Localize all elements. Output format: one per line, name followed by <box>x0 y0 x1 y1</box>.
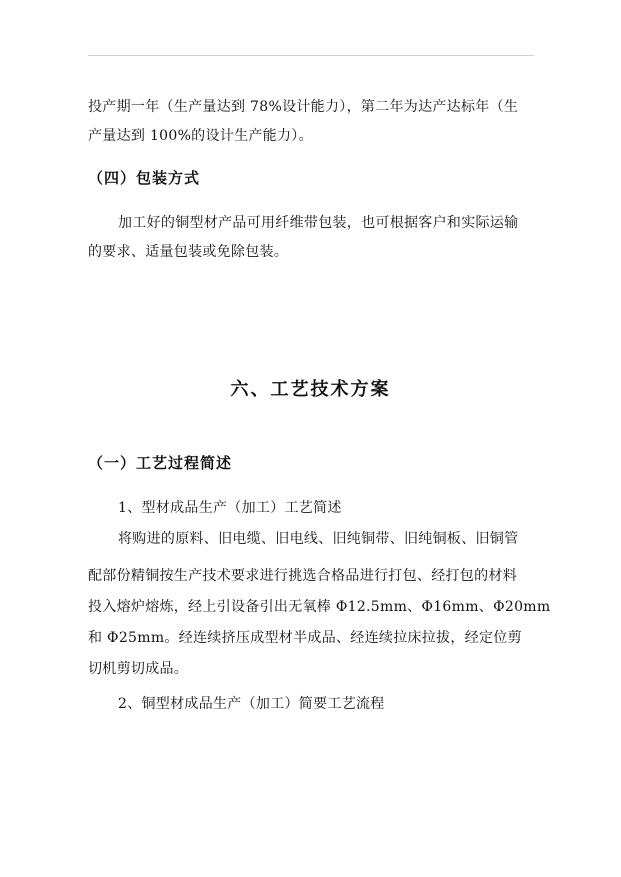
item-2-title: 2、铜型材成品生产（加工）简要工艺流程 <box>118 696 385 712</box>
packaging-line-2: 的要求、适量包装或免除包装。 <box>88 244 289 260</box>
packaging-line-1: 加工好的铜型材产品可用纤维带包装，也可根据客户和实际运输 <box>118 215 519 231</box>
section-heading-packaging: （四）包装方式 <box>88 169 201 187</box>
item-1-title: 1、型材成品生产（加工）工艺简述 <box>118 500 342 516</box>
process-line-4: 和 Φ25mm。经连续挤压成型材半成品、经连续拉床拉拔，经定位剪 <box>88 630 522 646</box>
section-heading-process: （一）工艺过程简述 <box>88 454 233 472</box>
process-line-1: 将购进的原料、旧电缆、旧电线、旧纯铜带、旧纯铜板、旧铜管 <box>118 531 519 547</box>
process-line-2: 配部份精铜按生产技术要求进行挑选合格品进行打包、经打包的材料 <box>88 568 517 584</box>
intro-line-1: 投产期一年（生产量达到 78%设计能力），第二年为达产达标年（生 <box>88 99 519 115</box>
chapter-title: 六、工艺技术方案 <box>230 379 391 400</box>
process-line-5: 切机剪切成品。 <box>88 661 189 677</box>
header-rule <box>88 55 534 56</box>
process-line-3: 投入熔炉熔炼，经上引设备引出无氧棒 Φ12.5mm、Φ16mm、Φ20mm <box>88 599 551 615</box>
intro-line-2: 产量达到 100%的设计生产能力）。 <box>88 128 313 144</box>
